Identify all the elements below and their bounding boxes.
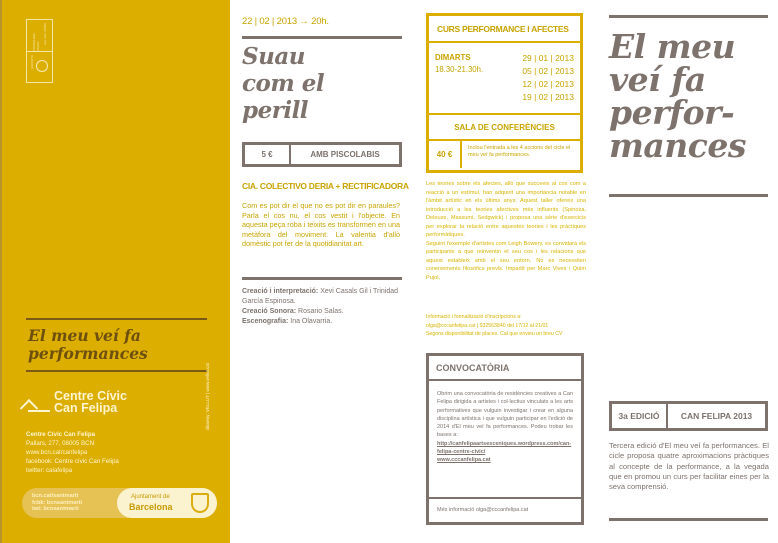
- course-date: 05 | 02 | 2013: [522, 66, 574, 76]
- stamp-bottom-text: ESPANYA: [30, 55, 34, 69]
- call-text: Obrim una convocatòria de residències creatives a Can Felipa dirigida a artistes i col·lectius vinculats a les arts performatives que vulguin investigar i crear en alguna disciplina artística i que vulguin participar en l'edició de 2014 d'El meu veí fa performances. Podeu trobar les bases a:: [437, 391, 573, 439]
- course-price-note: Inclou l'entrada a les 4 accions del cicle el meu veí fa performances.: [468, 145, 571, 158]
- event-description: Com es pot dir el que no es pot dir en paraules? Parla el cos nu, el cos vestit i l'objecte. En aquesta peça roba i teixits es transformen en una metàfora del moviment. La valentia d'allò domèstic pot fer de la quotidianitat art.: [242, 201, 400, 248]
- cover-title-line: veí fa: [609, 60, 706, 99]
- event-title-line: com el: [242, 70, 325, 97]
- event-date: 22 | 02 | 2013 → 20h.: [242, 16, 329, 27]
- course-date: 19 | 02 | 2013: [522, 92, 574, 102]
- call-body: [429, 381, 581, 499]
- course-paragraph: Seguint l'exemple d'artistes com Leigh Bowery, es convidarà els participants a que reinventin el seu cos i les relacions que aquest estableix amb el seu entorn. No es necessiten coneixements filosòfics previs. Impartit per Marc Vives i Quim Pujol.: [426, 240, 586, 281]
- course-schedule: [429, 43, 580, 115]
- event-credits: [242, 287, 402, 327]
- district-facebook[interactable]: fcbk: bcnsantmarti: [32, 499, 83, 506]
- event-price: 5 €: [245, 145, 291, 164]
- logo-line1: Centre Cívic: [54, 389, 127, 403]
- stamp-top-sub: Aut. núm. 00000: [43, 23, 47, 46]
- contact-name: Centre Cívic Can Felipa: [26, 431, 96, 438]
- post-horn-icon: [36, 60, 48, 72]
- event-title: [242, 43, 324, 124]
- course-day: DIMARTS: [435, 53, 471, 62]
- event-extra: AMB PISCOLABIS: [310, 150, 380, 159]
- call-link-wordpress[interactable]: http://canfelipaartsesceniques.wordpress.com/can-felipa-centre-civic/: [437, 440, 572, 456]
- edition-box: [609, 401, 768, 431]
- postage-stamp: [26, 19, 53, 83]
- venue-year: CAN FELIPA 2013: [680, 411, 753, 421]
- credit-label: Escenografia:: [242, 318, 289, 325]
- back-cover-panel: [0, 0, 230, 543]
- credit-row: [242, 287, 402, 307]
- course-heading: CURS PERFORMANCE I AFECTES: [429, 16, 580, 43]
- divider: [26, 318, 207, 320]
- info-line[interactable]: olga@cccanfelipa.cat | 932563840 del 17/12 al 21/01: [426, 322, 549, 329]
- barcelona-shield-icon: [191, 493, 209, 513]
- event-title-line: Suau: [242, 43, 305, 70]
- event-company: CIA. COLECTIVO DERIA + RECTIFICADORA: [242, 181, 409, 191]
- event-panel: [230, 0, 420, 543]
- event-price-box: [242, 142, 402, 167]
- call-link-site[interactable]: www.cccanfelipa.cat: [437, 457, 491, 464]
- course-time: 18.30-21.30h.: [435, 65, 484, 74]
- cover-title-line: perfor-: [609, 93, 735, 132]
- cover-description: Tercera edició d'El meu veí fa performances. El cicle proposa quatre aproximacions pràctiques al concepte de la performance, a la vegada que en promou un curs per facilitar eines per la seva comprensió.: [609, 441, 769, 492]
- design-credit: disseny: VELLUT | www.vellut.cat: [205, 363, 210, 430]
- district-web[interactable]: bcn.cat/santmarti: [32, 493, 79, 499]
- divider: [609, 194, 768, 197]
- call-heading: CONVOCATÒRIA: [429, 356, 581, 381]
- contact-block: [26, 430, 119, 475]
- front-cover-panel: [595, 0, 778, 543]
- course-price: 40 €: [429, 141, 462, 168]
- course-date: 29 | 01 | 2013: [522, 53, 574, 63]
- district-twitter[interactable]: twt: bcnsantmarti: [32, 506, 79, 512]
- contact-address: Pallars, 277, 08005 BCN: [26, 440, 95, 447]
- stamp-top-text: FRANQUEIG PAGAT: [32, 33, 40, 51]
- contact-twitter[interactable]: twitter: calafelipa: [26, 467, 73, 474]
- call-footer: Més informació olga@cccanfelipa.cat: [437, 507, 529, 513]
- house-floor-icon: [28, 410, 50, 412]
- credit-value: Ina Olavarria.: [290, 318, 333, 325]
- cover-title: [609, 27, 746, 165]
- course-room: SALA DE CONFERÈNCIES: [429, 115, 580, 141]
- credit-row: [242, 307, 402, 317]
- divider: [609, 518, 768, 521]
- contact-facebook[interactable]: facebook: Centre cívic Can Felipa: [26, 458, 119, 465]
- credit-label: Creació Sonora:: [242, 308, 297, 315]
- course-info: [426, 313, 586, 339]
- credit-value: Rosario Salas.: [298, 308, 344, 315]
- divider: [242, 36, 402, 39]
- course-panel: [420, 0, 595, 543]
- info-line: Informació i formalització d'inscripcions a:: [426, 314, 522, 320]
- ajuntament-name: Barcelona: [129, 502, 173, 512]
- event-title-line: perill: [242, 97, 309, 124]
- contact-web[interactable]: www.bcn.cat/canfelipa: [26, 449, 88, 456]
- credit-value: Xevi Casals Gil i Trinidad García Espinosa.: [242, 288, 399, 305]
- cover-title-line: El meu: [609, 27, 736, 66]
- info-line: Segons disponibilitat de places. Cal que envieu un breu CV: [426, 331, 563, 337]
- divider: [242, 277, 402, 280]
- house-roof-icon: [20, 399, 38, 417]
- series-title: El meu veí fa performances: [28, 326, 148, 363]
- credit-label: Creació i interpretació:: [242, 288, 319, 295]
- logo-line2: Can Felipa: [54, 401, 118, 415]
- course-description: [426, 180, 586, 282]
- edition-label: 3a EDICIÓ: [612, 404, 668, 428]
- call-box: [426, 353, 584, 525]
- ajuntament-label: Ajuntament de: [131, 494, 170, 500]
- cover-title-line: mances: [609, 126, 746, 165]
- divider: [609, 15, 768, 18]
- course-dates: [522, 52, 574, 104]
- course-paragraph: Les teories sobre els afectes, allò que succeeix al cos com a reacció a un estímul, han adquirit una importància notable en l'àmbit artístic en els últims anys. Aquest taller ofereix una introducció a les teories afectives més influents (Spinoza, Deleuze, Massumi, Sedgwick) i proposa una sèrie d'exercicis per explorar la relació entre aquestes teories i les pràctiques performàtiques.: [426, 181, 586, 238]
- course-date: 12 | 02 | 2013: [522, 79, 574, 89]
- ajuntament-logo: [117, 488, 217, 518]
- course-box: [426, 13, 583, 173]
- credit-row: [242, 317, 402, 327]
- district-pill: [22, 488, 217, 518]
- divider: [26, 370, 207, 372]
